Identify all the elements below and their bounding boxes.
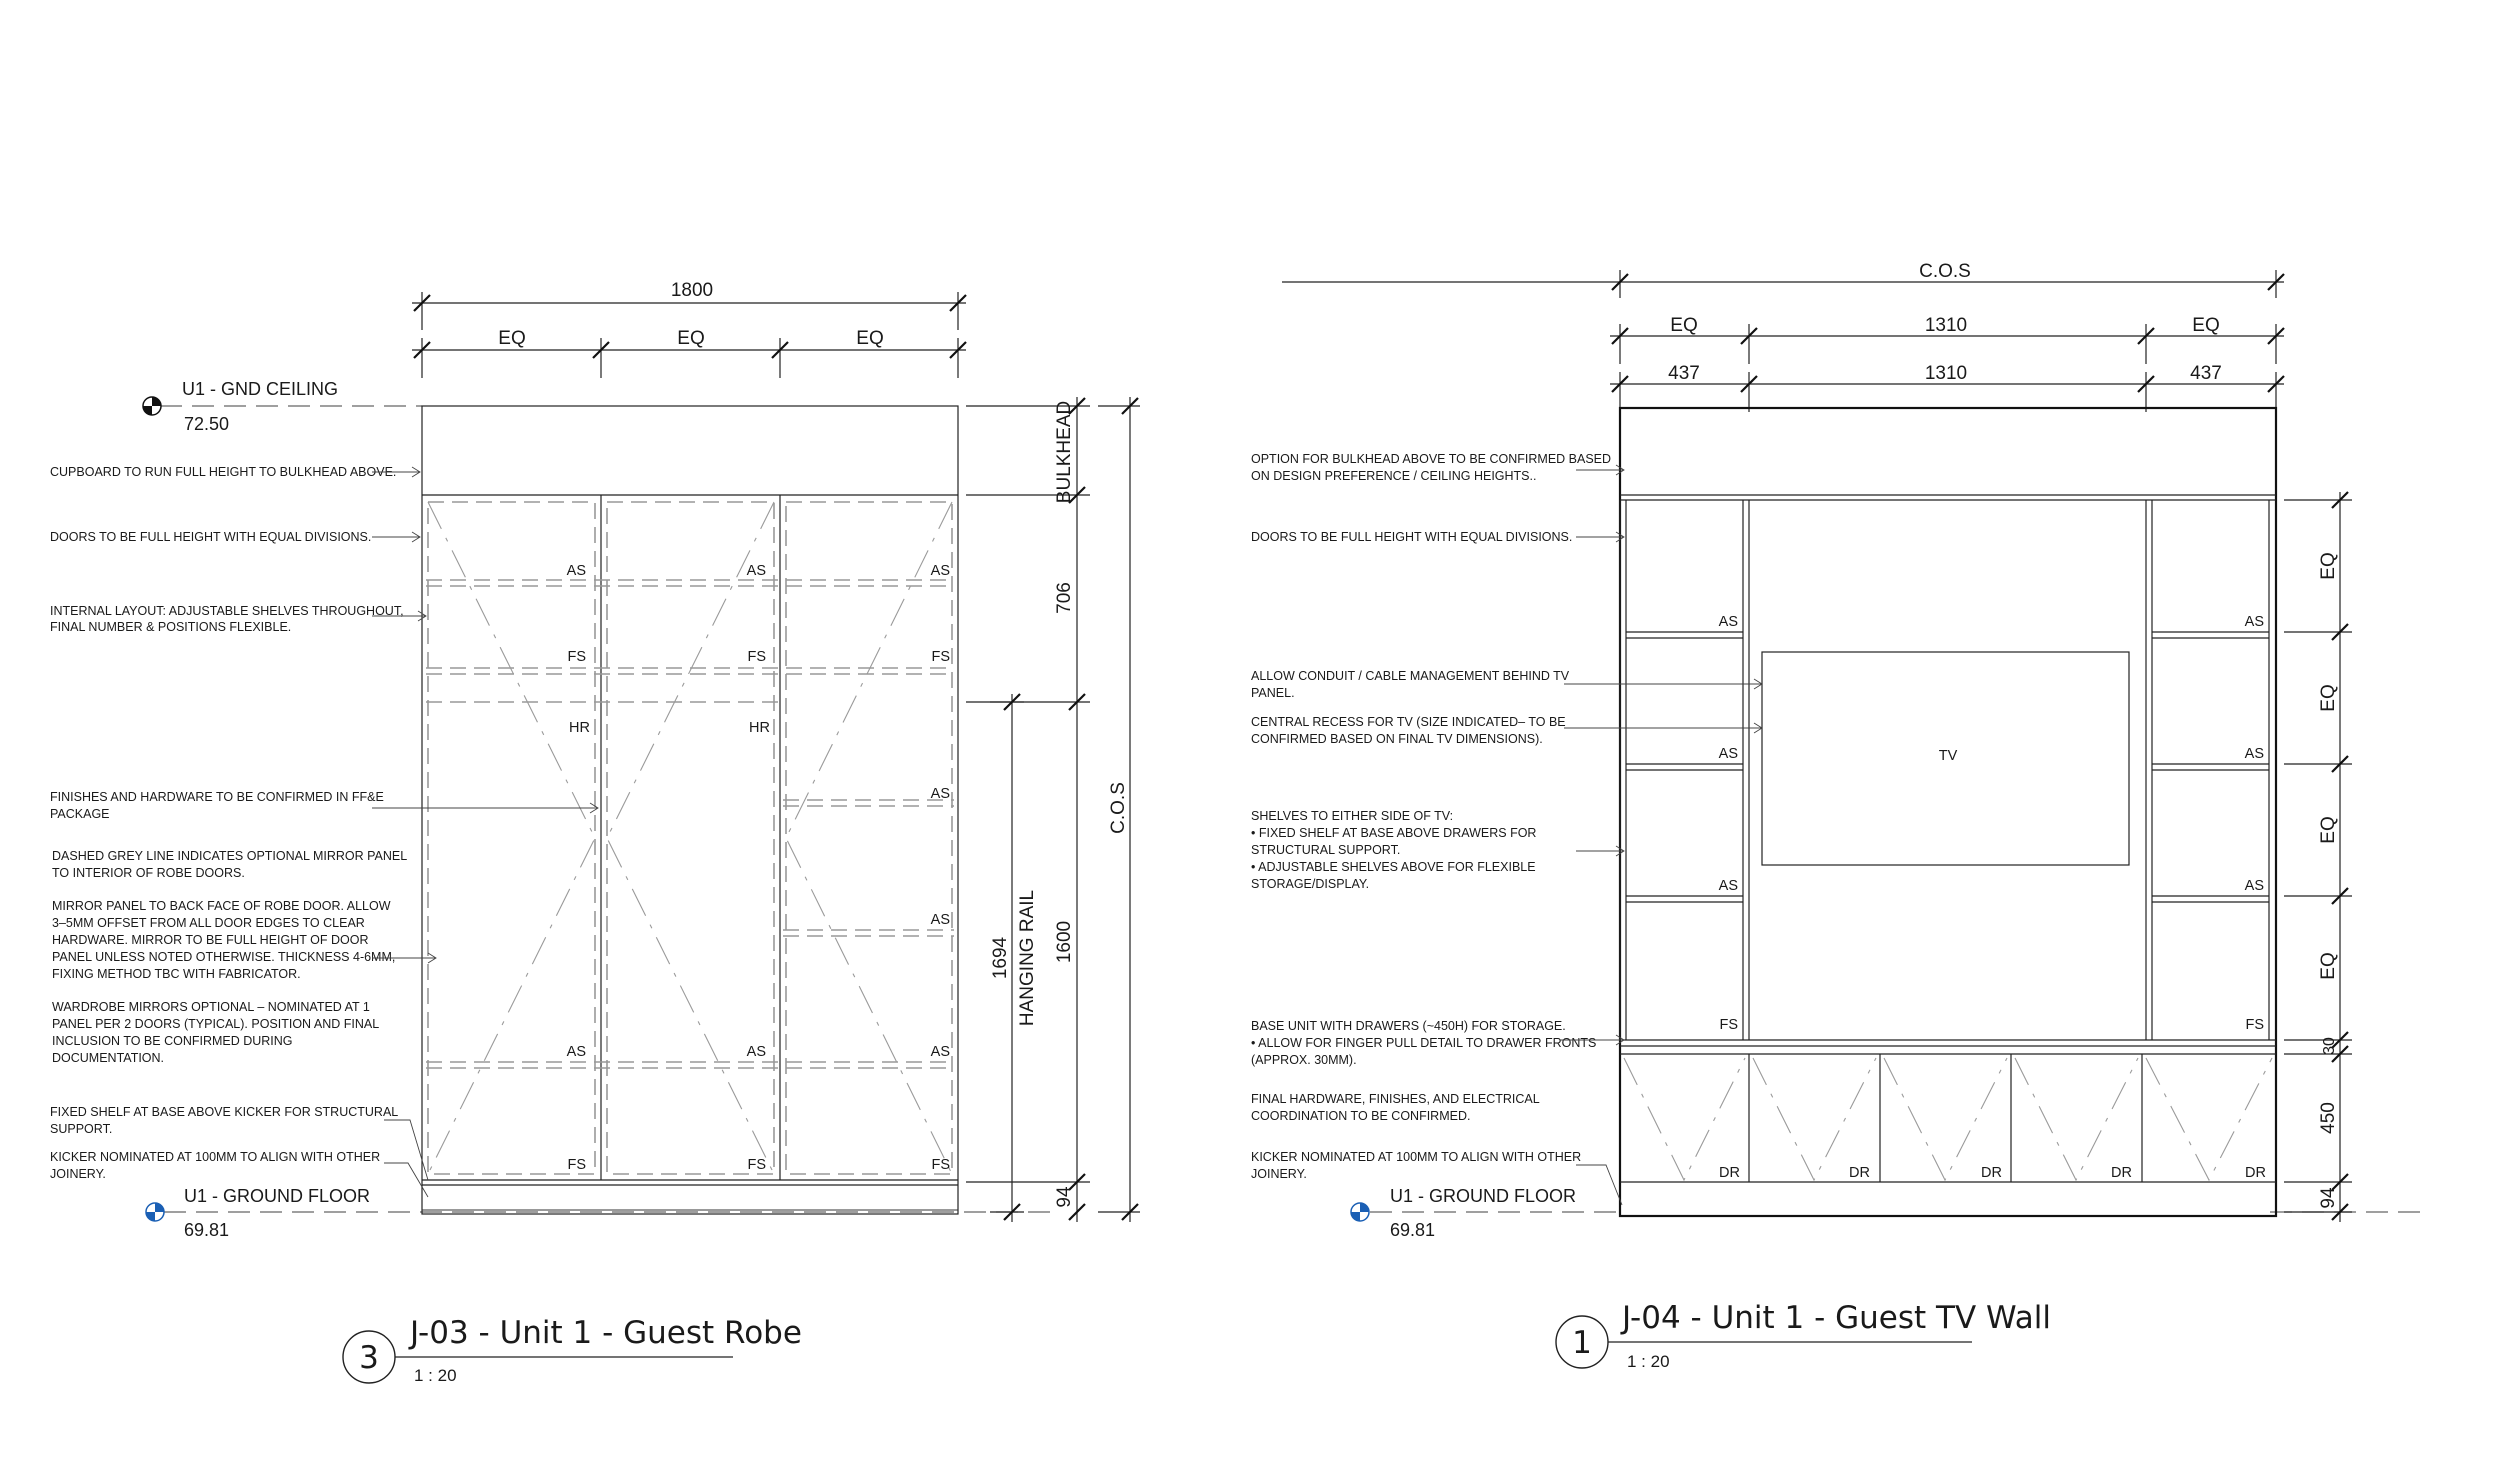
robe-note-1: CUPBOARD TO RUN FULL HEIGHT TO BULKHEAD ABOVE. — [50, 465, 397, 479]
robe-tag-fs: FS — [931, 1157, 950, 1173]
robe-ceiling-level-value: 72.50 — [184, 414, 230, 434]
tv-wall-elevation — [1251, 261, 2430, 1371]
robe-dim-eq-1: EQ — [498, 328, 526, 349]
tv-tag-dr: DR — [2111, 1165, 2132, 1181]
tv-dim-eq-2: EQ — [2318, 684, 2339, 712]
robe-dim-cos: C.O.S — [1108, 782, 1129, 834]
robe-tag-as: AS — [930, 1044, 950, 1060]
tv-note-3: ALLOW CONDUIT / CABLE MANAGEMENT BEHIND TV PANEL. — [1251, 669, 1570, 700]
tv-overall-width: C.O.S — [1919, 261, 1971, 282]
robe-tag-as: AS — [930, 563, 950, 579]
robe-dim-hanging-rail: HANGING RAIL — [1017, 889, 1038, 1027]
tv-floor-level-name: U1 - GROUND FLOOR — [1390, 1186, 1577, 1206]
robe-note-2: DOORS TO BE FULL HEIGHT WITH EQUAL DIVISIONS. — [50, 530, 372, 544]
tv-dim-1310-second: 1310 — [1924, 363, 1968, 384]
tv-cabinet — [1620, 408, 2276, 1216]
tv-tag-as: AS — [1718, 614, 1738, 630]
robe-floor-level — [146, 1186, 1060, 1240]
robe-note-7: WARDROBE MIRRORS OPTIONAL – NOMINATED AT 1 PANEL PER 2 DOORS (TYPICAL). POSITION AND FINAL INCLUSION TO BE CONFIRMED DURING DOCUMENTATION. — [52, 1000, 380, 1065]
robe-floor-level-value: 69.81 — [184, 1220, 230, 1240]
robe-note-8: FIXED SHELF AT BASE ABOVE KICKER FOR STRUCTURAL SUPPORT. — [50, 1105, 399, 1136]
robe-dim-1694: 1694 — [990, 936, 1011, 980]
robe-tag-as: AS — [746, 1044, 766, 1060]
robe-ceiling-level — [143, 379, 422, 434]
robe-ceiling-level-name: U1 - GND CEILING — [182, 379, 339, 399]
robe-tag-as: AS — [930, 786, 950, 802]
tv-tag-dr: DR — [1849, 1165, 1870, 1181]
tv-vertical-dimensions — [2284, 492, 2352, 1222]
tv-dim-437-right: 437 — [2190, 363, 2222, 384]
robe-overall-width: 1800 — [670, 280, 714, 301]
robe-floor-level-name: U1 - GROUND FLOOR — [184, 1186, 371, 1206]
tv-tag-as: AS — [1718, 746, 1738, 762]
tv-dim-437-left: 437 — [1668, 363, 1700, 384]
robe-view-title — [343, 1315, 802, 1385]
robe-tag-fs: FS — [931, 649, 950, 665]
tv-label: TV — [1938, 748, 1958, 764]
robe-tag-fs: FS — [567, 649, 586, 665]
robe-note-5: DASHED GREY LINE INDICATES OPTIONAL MIRROR PANEL TO INTERIOR OF ROBE DOORS. — [52, 849, 408, 880]
robe-dim-eq-2: EQ — [677, 328, 705, 349]
robe-view-name: J-03 - Unit 1 - Guest Robe — [410, 1315, 802, 1351]
tv-note-7: FINAL HARDWARE, FINISHES, AND ELECTRICAL COORDINATION TO BE CONFIRMED. — [1251, 1092, 1540, 1123]
tv-view-title — [1556, 1300, 2051, 1371]
tv-tag-as: AS — [1718, 878, 1738, 894]
robe-tag-fs: FS — [567, 1157, 586, 1173]
robe-cabinet — [422, 406, 958, 1214]
robe-note-3: INTERNAL LAYOUT: ADJUSTABLE SHELVES THROUGHOUT, FINAL NUMBER & POSITIONS FLEXIBLE. — [50, 604, 404, 634]
tv-dim-eq-4: EQ — [2318, 952, 2339, 980]
tv-note-2: DOORS TO BE FULL HEIGHT WITH EQUAL DIVISIONS. — [1251, 530, 1573, 544]
tv-dim-1310: 1310 — [1924, 315, 1968, 336]
tv-tag-dr: DR — [1719, 1165, 1740, 1181]
robe-vertical-dimensions — [966, 397, 1140, 1222]
robe-note-9: KICKER NOMINATED AT 100MM TO ALIGN WITH OTHER JOINERY. — [50, 1150, 381, 1181]
tv-notes — [1251, 452, 1762, 1205]
robe-note-4: FINISHES AND HARDWARE TO BE CONFIRMED IN FF&E PACKAGE — [50, 790, 384, 821]
robe-tag-fs: FS — [747, 649, 766, 665]
tv-floor-level — [1351, 1186, 2430, 1240]
tv-dim-eq-right: EQ — [2192, 315, 2220, 336]
tv-note-6: BASE UNIT WITH DRAWERS (~450H) FOR STORAGE. • ALLOW FOR FINGER PULL DETAIL TO DRAWER FRONTS (APPROX. 30MM). — [1251, 1019, 1597, 1067]
robe-notes — [50, 465, 598, 1197]
robe-elevation — [50, 280, 1140, 1385]
robe-view-scale: 1 : 20 — [414, 1366, 457, 1385]
tv-top-dimensions — [1282, 261, 2284, 412]
tv-tag-fs: FS — [2245, 1017, 2264, 1033]
tv-dim-eq-1: EQ — [2318, 552, 2339, 580]
tv-tag-dr: DR — [1981, 1165, 2002, 1181]
robe-dim-706: 706 — [1054, 582, 1075, 614]
tv-floor-level-value: 69.81 — [1390, 1220, 1436, 1240]
robe-view-number: 3 — [359, 1340, 379, 1376]
tv-tag-as: AS — [2244, 878, 2264, 894]
robe-dim-bulkhead: BULKHEAD — [1054, 400, 1075, 504]
robe-dim-eq-3: EQ — [856, 328, 884, 349]
robe-dim-94: 94 — [1054, 1186, 1075, 1208]
robe-tag-as: AS — [566, 563, 586, 579]
robe-tag-as: AS — [746, 563, 766, 579]
tv-tag-as: AS — [2244, 614, 2264, 630]
tv-dim-eq-3: EQ — [2318, 816, 2339, 844]
tv-dim-94: 94 — [2318, 1187, 2339, 1209]
robe-tag-fs: FS — [747, 1157, 766, 1173]
tv-tag-as: AS — [2244, 746, 2264, 762]
robe-tag-hr: HR — [569, 720, 590, 736]
tv-note-4: CENTRAL RECESS FOR TV (SIZE INDICATED– TO BE CONFIRMED BASED ON FINAL TV DIMENSIONS). — [1251, 715, 1566, 746]
robe-dim-1600: 1600 — [1054, 920, 1075, 964]
tv-note-8: KICKER NOMINATED AT 100MM TO ALIGN WITH OTHER JOINERY. — [1251, 1150, 1582, 1181]
robe-tag-hr: HR — [749, 720, 770, 736]
tv-view-number: 1 — [1572, 1325, 1592, 1361]
tv-note-1: OPTION FOR BULKHEAD ABOVE TO BE CONFIRMED BASED ON DESIGN PREFERENCE / CEILING HEIGHTS.. — [1251, 452, 1612, 483]
tv-dim-450: 450 — [2318, 1102, 2339, 1134]
robe-note-6: MIRROR PANEL TO BACK FACE OF ROBE DOOR. ALLOW 3–5MM OFFSET FROM ALL DOOR EDGES TO CLEAR HARDWARE. MIRROR TO BE FULL HEIGHT OF DOOR PANEL UNLESS NOTED OTHERWISE. THICKNESS 4-6MM, FIXING METHOD TBC WITH FABRICATOR. — [52, 899, 396, 981]
robe-tag-as: AS — [930, 912, 950, 928]
tv-tag-dr: DR — [2245, 1165, 2266, 1181]
tv-tag-fs: FS — [1719, 1017, 1738, 1033]
tv-dim-30: 30 — [2321, 1037, 2338, 1055]
tv-note-5: SHELVES TO EITHER SIDE OF TV: • FIXED SHELF AT BASE ABOVE DRAWERS FOR STRUCTURAL SUPPORT. • ADJUSTABLE SHELVES ABOVE FOR FLEXIBLE STORAGE/DISPLAY. — [1251, 809, 1537, 891]
tv-view-name: J-04 - Unit 1 - Guest TV Wall — [1622, 1300, 2051, 1336]
tv-dim-eq-left: EQ — [1670, 315, 1698, 336]
robe-top-dimensions — [412, 280, 966, 378]
robe-tag-as: AS — [566, 1044, 586, 1060]
tv-view-scale: 1 : 20 — [1627, 1352, 1670, 1371]
